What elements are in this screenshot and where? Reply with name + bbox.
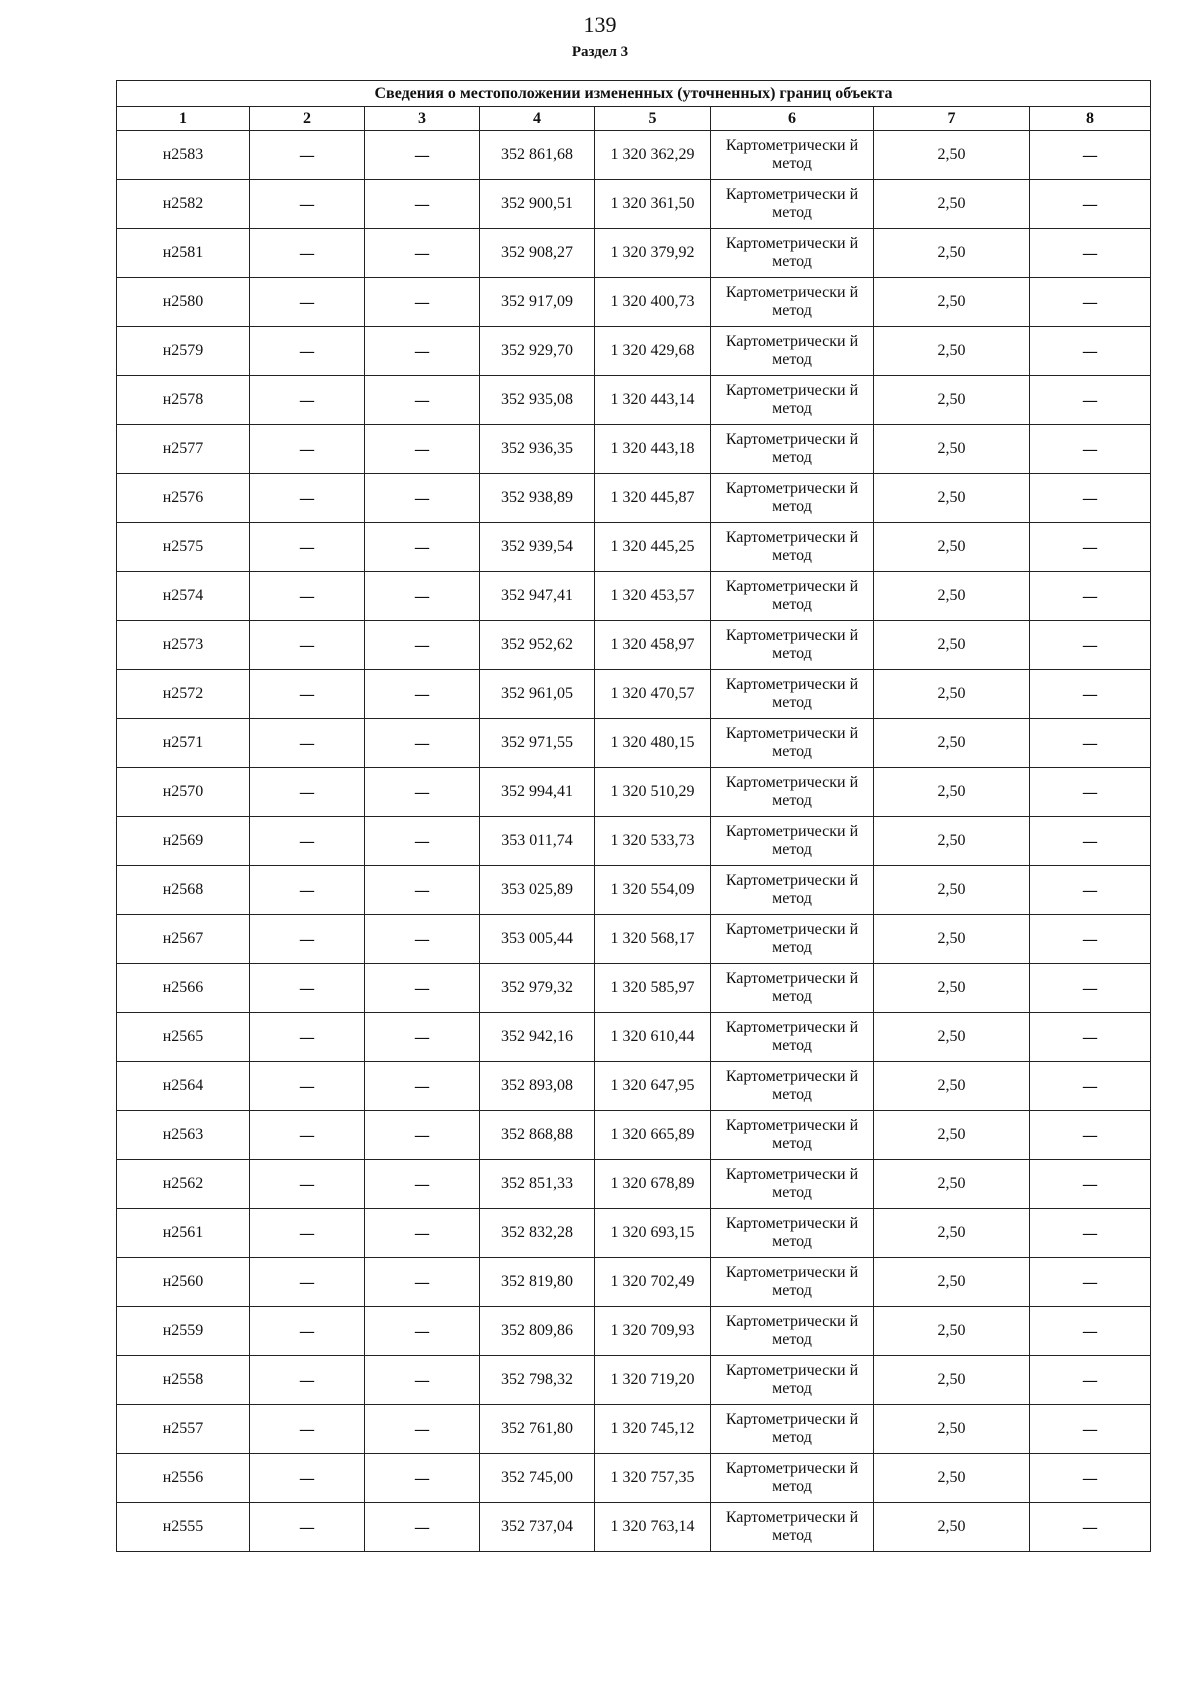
method-cell: Картометрически й метод	[711, 1111, 874, 1160]
column-3-cell: —	[365, 327, 480, 376]
column-3-cell: —	[365, 1160, 480, 1209]
boundary-coordinates-table	[116, 80, 1151, 1552]
column-8-cell: —	[1030, 1258, 1151, 1307]
column-2-cell: —	[250, 376, 365, 425]
column-3-cell: —	[365, 1405, 480, 1454]
coordinate-y-cell: 1 320 429,68	[595, 327, 711, 376]
point-name-cell: н2557	[117, 1405, 250, 1454]
table-row	[117, 866, 1151, 915]
coordinate-x-cell: 352 832,28	[480, 1209, 595, 1258]
method-cell: Картометрически й метод	[711, 1405, 874, 1454]
accuracy-cell: 2,50	[874, 719, 1030, 768]
column-8-cell: —	[1030, 523, 1151, 572]
column-2-cell: —	[250, 670, 365, 719]
method-cell: Картометрически й метод	[711, 1454, 874, 1503]
coordinate-y-cell: 1 320 709,93	[595, 1307, 711, 1356]
accuracy-cell: 2,50	[874, 621, 1030, 670]
point-name-cell: н2567	[117, 915, 250, 964]
section-title: Раздел 3	[571, 44, 629, 60]
column-8-cell: —	[1030, 1013, 1151, 1062]
coordinate-y-cell: 1 320 445,87	[595, 474, 711, 523]
method-cell: Картометрически й метод	[711, 768, 874, 817]
column-2-cell: —	[250, 915, 365, 964]
column-number-3: 3	[365, 107, 480, 131]
method-cell: Картометрически й метод	[711, 572, 874, 621]
accuracy-cell: 2,50	[874, 523, 1030, 572]
table-row	[117, 229, 1151, 278]
coordinate-y-cell: 1 320 610,44	[595, 1013, 711, 1062]
point-name-cell: н2564	[117, 1062, 250, 1111]
column-2-cell: —	[250, 523, 365, 572]
coordinate-x-cell: 352 851,33	[480, 1160, 595, 1209]
column-3-cell: —	[365, 1013, 480, 1062]
coordinate-x-cell: 352 819,80	[480, 1258, 595, 1307]
column-8-cell: —	[1030, 1062, 1151, 1111]
method-cell: Картометрически й метод	[711, 1258, 874, 1307]
column-3-cell: —	[365, 915, 480, 964]
coordinate-y-cell: 1 320 458,97	[595, 621, 711, 670]
point-name-cell: н2581	[117, 229, 250, 278]
column-2-cell: —	[250, 278, 365, 327]
coordinate-x-cell: 352 745,00	[480, 1454, 595, 1503]
point-name-cell: н2560	[117, 1258, 250, 1307]
point-name-cell: н2576	[117, 474, 250, 523]
method-cell: Картометрически й метод	[711, 866, 874, 915]
point-name-cell: н2573	[117, 621, 250, 670]
table-row	[117, 376, 1151, 425]
coordinate-x-cell: 352 861,68	[480, 131, 595, 180]
column-3-cell: —	[365, 1258, 480, 1307]
method-cell: Картометрически й метод	[711, 523, 874, 572]
column-2-cell: —	[250, 1405, 365, 1454]
table-row	[117, 327, 1151, 376]
column-8-cell: —	[1030, 572, 1151, 621]
point-name-cell: н2569	[117, 817, 250, 866]
table-row	[117, 670, 1151, 719]
column-2-cell: —	[250, 1160, 365, 1209]
table-row	[117, 1258, 1151, 1307]
accuracy-cell: 2,50	[874, 670, 1030, 719]
point-name-cell: н2575	[117, 523, 250, 572]
column-8-cell: —	[1030, 719, 1151, 768]
coordinate-y-cell: 1 320 568,17	[595, 915, 711, 964]
accuracy-cell: 2,50	[874, 866, 1030, 915]
method-cell: Картометрически й метод	[711, 719, 874, 768]
column-3-cell: —	[365, 131, 480, 180]
column-2-cell: —	[250, 817, 365, 866]
table-row	[117, 572, 1151, 621]
column-8-cell: —	[1030, 327, 1151, 376]
coordinate-y-cell: 1 320 533,73	[595, 817, 711, 866]
column-2-cell: —	[250, 1013, 365, 1062]
point-name-cell: н2556	[117, 1454, 250, 1503]
column-8-cell: —	[1030, 425, 1151, 474]
coordinate-x-cell: 352 942,16	[480, 1013, 595, 1062]
method-cell: Картометрически й метод	[711, 376, 874, 425]
coordinate-y-cell: 1 320 362,29	[595, 131, 711, 180]
column-2-cell: —	[250, 719, 365, 768]
method-cell: Картометрически й метод	[711, 327, 874, 376]
point-name-cell: н2582	[117, 180, 250, 229]
column-8-cell: —	[1030, 1307, 1151, 1356]
point-name-cell: н2577	[117, 425, 250, 474]
coordinate-y-cell: 1 320 361,50	[595, 180, 711, 229]
method-cell: Картометрически й метод	[711, 670, 874, 719]
accuracy-cell: 2,50	[874, 1405, 1030, 1454]
method-cell: Картометрически й метод	[711, 621, 874, 670]
column-2-cell: —	[250, 768, 365, 817]
coordinate-y-cell: 1 320 647,95	[595, 1062, 711, 1111]
table-row	[117, 719, 1151, 768]
accuracy-cell: 2,50	[874, 964, 1030, 1013]
column-number-6: 6	[711, 107, 874, 131]
coordinate-y-cell: 1 320 665,89	[595, 1111, 711, 1160]
coordinate-x-cell: 353 005,44	[480, 915, 595, 964]
column-8-cell: —	[1030, 1111, 1151, 1160]
column-2-cell: —	[250, 327, 365, 376]
column-2-cell: —	[250, 621, 365, 670]
table-row	[117, 1454, 1151, 1503]
coordinate-y-cell: 1 320 702,49	[595, 1258, 711, 1307]
accuracy-cell: 2,50	[874, 1111, 1030, 1160]
column-2-cell: —	[250, 572, 365, 621]
coordinate-x-cell: 352 935,08	[480, 376, 595, 425]
point-name-cell: н2568	[117, 866, 250, 915]
table-row	[117, 278, 1151, 327]
column-2-cell: —	[250, 866, 365, 915]
point-name-cell: н2566	[117, 964, 250, 1013]
coordinate-y-cell: 1 320 745,12	[595, 1405, 711, 1454]
table-row	[117, 1356, 1151, 1405]
accuracy-cell: 2,50	[874, 572, 1030, 621]
column-8-cell: —	[1030, 1405, 1151, 1454]
accuracy-cell: 2,50	[874, 1454, 1030, 1503]
accuracy-cell: 2,50	[874, 1209, 1030, 1258]
accuracy-cell: 2,50	[874, 278, 1030, 327]
column-8-cell: —	[1030, 866, 1151, 915]
accuracy-cell: 2,50	[874, 376, 1030, 425]
coordinate-x-cell: 352 737,04	[480, 1503, 595, 1552]
table-row	[117, 1111, 1151, 1160]
coordinate-y-cell: 1 320 379,92	[595, 229, 711, 278]
point-name-cell: н2574	[117, 572, 250, 621]
column-8-cell: —	[1030, 278, 1151, 327]
point-name-cell: н2571	[117, 719, 250, 768]
table-row	[117, 425, 1151, 474]
column-2-cell: —	[250, 964, 365, 1013]
column-3-cell: —	[365, 1111, 480, 1160]
coordinate-y-cell: 1 320 400,73	[595, 278, 711, 327]
page-number: 139	[583, 12, 617, 37]
column-8-cell: —	[1030, 180, 1151, 229]
column-2-cell: —	[250, 1111, 365, 1160]
table-row	[117, 131, 1151, 180]
coordinate-x-cell: 352 798,32	[480, 1356, 595, 1405]
coordinate-x-cell: 352 809,86	[480, 1307, 595, 1356]
method-cell: Картометрически й метод	[711, 278, 874, 327]
coordinate-y-cell: 1 320 453,57	[595, 572, 711, 621]
column-3-cell: —	[365, 278, 480, 327]
coordinate-y-cell: 1 320 510,29	[595, 768, 711, 817]
method-cell: Картометрически й метод	[711, 1503, 874, 1552]
coordinate-y-cell: 1 320 443,14	[595, 376, 711, 425]
column-3-cell: —	[365, 621, 480, 670]
point-name-cell: н2563	[117, 1111, 250, 1160]
column-8-cell: —	[1030, 1454, 1151, 1503]
coordinate-x-cell: 352 893,08	[480, 1062, 595, 1111]
coordinate-x-cell: 353 011,74	[480, 817, 595, 866]
column-3-cell: —	[365, 719, 480, 768]
coordinate-x-cell: 352 908,27	[480, 229, 595, 278]
column-8-cell: —	[1030, 131, 1151, 180]
method-cell: Картометрически й метод	[711, 817, 874, 866]
accuracy-cell: 2,50	[874, 1258, 1030, 1307]
table-row	[117, 474, 1151, 523]
table-row	[117, 1405, 1151, 1454]
coordinate-x-cell: 352 761,80	[480, 1405, 595, 1454]
column-3-cell: —	[365, 817, 480, 866]
method-cell: Картометрически й метод	[711, 1307, 874, 1356]
column-2-cell: —	[250, 1258, 365, 1307]
column-2-cell: —	[250, 1503, 365, 1552]
column-8-cell: —	[1030, 1356, 1151, 1405]
column-8-cell: —	[1030, 670, 1151, 719]
coordinate-y-cell: 1 320 693,15	[595, 1209, 711, 1258]
column-8-cell: —	[1030, 1160, 1151, 1209]
accuracy-cell: 2,50	[874, 1503, 1030, 1552]
column-8-cell: —	[1030, 817, 1151, 866]
column-number-7: 7	[874, 107, 1030, 131]
coordinate-x-cell: 352 979,32	[480, 964, 595, 1013]
accuracy-cell: 2,50	[874, 474, 1030, 523]
method-cell: Картометрически й метод	[711, 1062, 874, 1111]
table-row	[117, 1209, 1151, 1258]
column-number-row	[117, 107, 1151, 131]
coordinate-x-cell: 352 900,51	[480, 180, 595, 229]
point-name-cell: н2578	[117, 376, 250, 425]
coordinate-x-cell: 352 939,54	[480, 523, 595, 572]
coordinate-y-cell: 1 320 678,89	[595, 1160, 711, 1209]
accuracy-cell: 2,50	[874, 1013, 1030, 1062]
coordinate-y-cell: 1 320 470,57	[595, 670, 711, 719]
coordinate-y-cell: 1 320 719,20	[595, 1356, 711, 1405]
point-name-cell: н2570	[117, 768, 250, 817]
column-2-cell: —	[250, 180, 365, 229]
method-cell: Картометрически й метод	[711, 425, 874, 474]
method-cell: Картометрически й метод	[711, 180, 874, 229]
accuracy-cell: 2,50	[874, 1160, 1030, 1209]
method-cell: Картометрически й метод	[711, 964, 874, 1013]
accuracy-cell: 2,50	[874, 425, 1030, 474]
column-2-cell: —	[250, 131, 365, 180]
column-3-cell: —	[365, 229, 480, 278]
column-3-cell: —	[365, 523, 480, 572]
coordinate-x-cell: 352 929,70	[480, 327, 595, 376]
accuracy-cell: 2,50	[874, 1307, 1030, 1356]
column-2-cell: —	[250, 1209, 365, 1258]
column-2-cell: —	[250, 1307, 365, 1356]
coordinate-x-cell: 352 961,05	[480, 670, 595, 719]
column-8-cell: —	[1030, 1503, 1151, 1552]
column-3-cell: —	[365, 180, 480, 229]
method-cell: Картометрически й метод	[711, 1013, 874, 1062]
accuracy-cell: 2,50	[874, 915, 1030, 964]
table-caption: Сведения о местоположении измененных (уточненных) границ объекта	[117, 81, 1151, 107]
method-cell: Картометрически й метод	[711, 131, 874, 180]
coordinate-x-cell: 352 938,89	[480, 474, 595, 523]
table-row	[117, 1062, 1151, 1111]
column-8-cell: —	[1030, 229, 1151, 278]
column-3-cell: —	[365, 1503, 480, 1552]
accuracy-cell: 2,50	[874, 327, 1030, 376]
column-3-cell: —	[365, 768, 480, 817]
coordinate-y-cell: 1 320 763,14	[595, 1503, 711, 1552]
table-row	[117, 1307, 1151, 1356]
column-3-cell: —	[365, 376, 480, 425]
point-name-cell: н2572	[117, 670, 250, 719]
table-row	[117, 180, 1151, 229]
column-3-cell: —	[365, 866, 480, 915]
method-cell: Картометрически й метод	[711, 915, 874, 964]
coordinate-y-cell: 1 320 757,35	[595, 1454, 711, 1503]
point-name-cell: н2561	[117, 1209, 250, 1258]
coordinate-y-cell: 1 320 480,15	[595, 719, 711, 768]
column-number-1: 1	[117, 107, 250, 131]
column-3-cell: —	[365, 670, 480, 719]
method-cell: Картометрически й метод	[711, 1356, 874, 1405]
table-row	[117, 964, 1151, 1013]
table-row	[117, 1160, 1151, 1209]
accuracy-cell: 2,50	[874, 1356, 1030, 1405]
table-row	[117, 523, 1151, 572]
column-number-2: 2	[250, 107, 365, 131]
column-8-cell: —	[1030, 964, 1151, 1013]
column-8-cell: —	[1030, 376, 1151, 425]
table-row	[117, 915, 1151, 964]
table-row	[117, 817, 1151, 866]
coordinate-x-cell: 352 917,09	[480, 278, 595, 327]
method-cell: Картометрически й метод	[711, 1209, 874, 1258]
coordinate-x-cell: 352 994,41	[480, 768, 595, 817]
coordinate-x-cell: 352 971,55	[480, 719, 595, 768]
column-3-cell: —	[365, 1062, 480, 1111]
point-name-cell: н2583	[117, 131, 250, 180]
method-cell: Картометрически й метод	[711, 474, 874, 523]
point-name-cell: н2558	[117, 1356, 250, 1405]
column-8-cell: —	[1030, 474, 1151, 523]
accuracy-cell: 2,50	[874, 768, 1030, 817]
column-3-cell: —	[365, 964, 480, 1013]
coordinate-y-cell: 1 320 443,18	[595, 425, 711, 474]
coordinate-x-cell: 352 947,41	[480, 572, 595, 621]
table-body	[117, 131, 1151, 1552]
accuracy-cell: 2,50	[874, 817, 1030, 866]
point-name-cell: н2579	[117, 327, 250, 376]
method-cell: Картометрически й метод	[711, 1160, 874, 1209]
column-2-cell: —	[250, 1454, 365, 1503]
column-3-cell: —	[365, 1209, 480, 1258]
column-8-cell: —	[1030, 1209, 1151, 1258]
column-2-cell: —	[250, 474, 365, 523]
column-3-cell: —	[365, 1307, 480, 1356]
column-3-cell: —	[365, 425, 480, 474]
coordinate-x-cell: 352 936,35	[480, 425, 595, 474]
column-3-cell: —	[365, 572, 480, 621]
accuracy-cell: 2,50	[874, 180, 1030, 229]
accuracy-cell: 2,50	[874, 1062, 1030, 1111]
column-2-cell: —	[250, 1062, 365, 1111]
column-8-cell: —	[1030, 768, 1151, 817]
table-row	[117, 768, 1151, 817]
coordinate-x-cell: 352 868,88	[480, 1111, 595, 1160]
column-2-cell: —	[250, 425, 365, 474]
table-row	[117, 1503, 1151, 1552]
point-name-cell: н2559	[117, 1307, 250, 1356]
accuracy-cell: 2,50	[874, 131, 1030, 180]
coordinate-y-cell: 1 320 554,09	[595, 866, 711, 915]
coordinate-y-cell: 1 320 445,25	[595, 523, 711, 572]
column-number-4: 4	[480, 107, 595, 131]
column-8-cell: —	[1030, 915, 1151, 964]
table-row	[117, 1013, 1151, 1062]
coordinate-y-cell: 1 320 585,97	[595, 964, 711, 1013]
accuracy-cell: 2,50	[874, 229, 1030, 278]
point-name-cell: н2580	[117, 278, 250, 327]
column-number-8: 8	[1030, 107, 1151, 131]
point-name-cell: н2565	[117, 1013, 250, 1062]
column-3-cell: —	[365, 1454, 480, 1503]
column-2-cell: —	[250, 1356, 365, 1405]
column-number-5: 5	[595, 107, 711, 131]
column-8-cell: —	[1030, 621, 1151, 670]
table-row	[117, 621, 1151, 670]
column-3-cell: —	[365, 474, 480, 523]
column-2-cell: —	[250, 229, 365, 278]
coordinate-x-cell: 353 025,89	[480, 866, 595, 915]
method-cell: Картометрически й метод	[711, 229, 874, 278]
column-3-cell: —	[365, 1356, 480, 1405]
coordinate-x-cell: 352 952,62	[480, 621, 595, 670]
point-name-cell: н2555	[117, 1503, 250, 1552]
point-name-cell: н2562	[117, 1160, 250, 1209]
